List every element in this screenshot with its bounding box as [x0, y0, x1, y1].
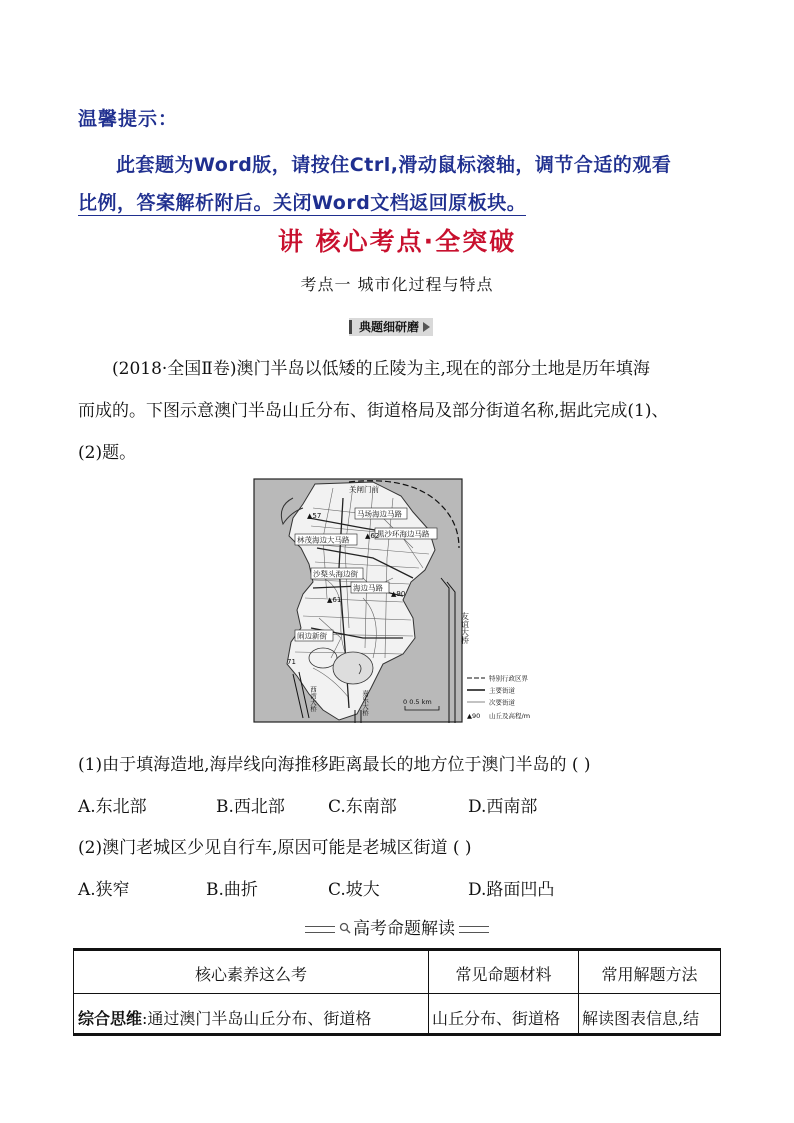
table-cell-material: 山丘分布、街道格 [432, 1009, 561, 1028]
banner-rule-left [305, 926, 335, 933]
label-heisha: 黑沙环海边马路 [377, 529, 430, 539]
table-row-divider [74, 993, 720, 994]
tip-body [78, 146, 720, 222]
q1-options [78, 792, 720, 816]
map-legend [467, 674, 530, 721]
label-linmao: 林茂海边大马路 [297, 535, 350, 545]
legend-minor: 次要街道 [489, 698, 515, 707]
table-header-3: 常用解题方法 [601, 965, 698, 984]
analysis-table [73, 948, 721, 1036]
label-youyi: 友谊大桥 [460, 612, 470, 644]
height-90: ▲90 [391, 590, 406, 598]
question-intro-line-3: (2)题。 [78, 443, 137, 463]
page-title: 讲 核心考点·全突破 [277, 227, 517, 256]
height-61: ▲61 [327, 596, 342, 604]
legend-hill: 山丘及高程/m [489, 712, 531, 720]
q2-option-b[interactable]: B.曲折 [206, 880, 258, 900]
table-cell-method: 解读图表信息,结 [582, 1009, 700, 1028]
question-intro-line-1: (2018·全国Ⅱ卷)澳门半岛以低矮的丘陵为主,现在的部分土地是历年填海 [112, 359, 650, 379]
question-intro [78, 348, 720, 474]
macau-map-figure [253, 478, 543, 723]
height-57: ▲57 [307, 512, 322, 520]
q1-stem: (1)由于填海造地,海岸线向海推移距离最长的地方位于澳门半岛的 ( ) [78, 755, 591, 775]
q1-option-c[interactable]: C.东南部 [328, 797, 397, 817]
scale-text: 0 0.5 km [403, 698, 432, 706]
q2-option-a[interactable]: A.狭窄 [78, 880, 130, 900]
q2-options [78, 875, 720, 899]
q2-option-d[interactable]: D.路面凹凸 [468, 880, 555, 900]
label-guanzha: 关闸门前 [349, 485, 379, 494]
legend-hill-sample: ▲90 [467, 712, 481, 720]
label-nuanbian: 闹边新街 [297, 631, 327, 641]
tip-line-2-text: 比例，答案解析附后。关闭Word文档返回原板块。 [78, 192, 527, 214]
label-xiwan: 西湾大桥 [309, 686, 317, 712]
section-subtitle: 考点一 城市化过程与特点 [300, 275, 494, 294]
exam-analysis-banner [0, 914, 794, 939]
lake [333, 652, 373, 684]
table-header-1: 核心素养这么考 [194, 965, 307, 984]
macau-map-svg [253, 478, 543, 723]
q2-stem: (2)澳门老城区少见自行车,原因可能是老城区街道 ( ) [78, 838, 472, 858]
table-header-2: 常见命题材料 [455, 965, 552, 984]
question-intro-line-2: 而成的。下图示意澳门半岛山丘分布、街道格局及部分街道名称,据此完成(1)、 [78, 401, 669, 421]
label-mahai: 马场海边马路 [357, 509, 402, 519]
label-shali: 沙梨头海边街 [313, 569, 358, 579]
section-badge: 典题细研磨 [349, 318, 433, 336]
table-cell-literacy [78, 1006, 426, 1029]
banner-rule-right [459, 926, 489, 933]
tip-line-1: 此套题为Word版，请按住Ctrl,滑动鼠标滚轴，调节合适的观看 [116, 154, 672, 176]
q2-option-c[interactable]: C.坡大 [328, 880, 380, 900]
table-cell-literacy-bold: 综合思维 [78, 1009, 143, 1028]
tip-title: 温馨提示： [78, 108, 179, 130]
q1-option-b[interactable]: B.西北部 [216, 797, 285, 817]
height-62: ▲62 [365, 532, 380, 540]
tip-line-2 [78, 184, 720, 222]
q1-option-d[interactable]: D.西南部 [468, 797, 538, 817]
banner-text: 高考命题解读 [353, 919, 455, 939]
legend-boundary: 特别行政区界 [489, 674, 528, 683]
table-cell-literacy-rest: :通过澳门半岛山丘分布、街道格 [142, 1009, 372, 1028]
legend-major: 主要街道 [489, 686, 515, 695]
magnifier-icon [339, 919, 351, 939]
label-jiaao: 嘉乐大桥 [361, 690, 369, 716]
label-haibian: 海边马路 [353, 583, 383, 593]
height-71: 71 [287, 658, 296, 666]
q1-option-a[interactable]: A.东北部 [78, 797, 147, 817]
